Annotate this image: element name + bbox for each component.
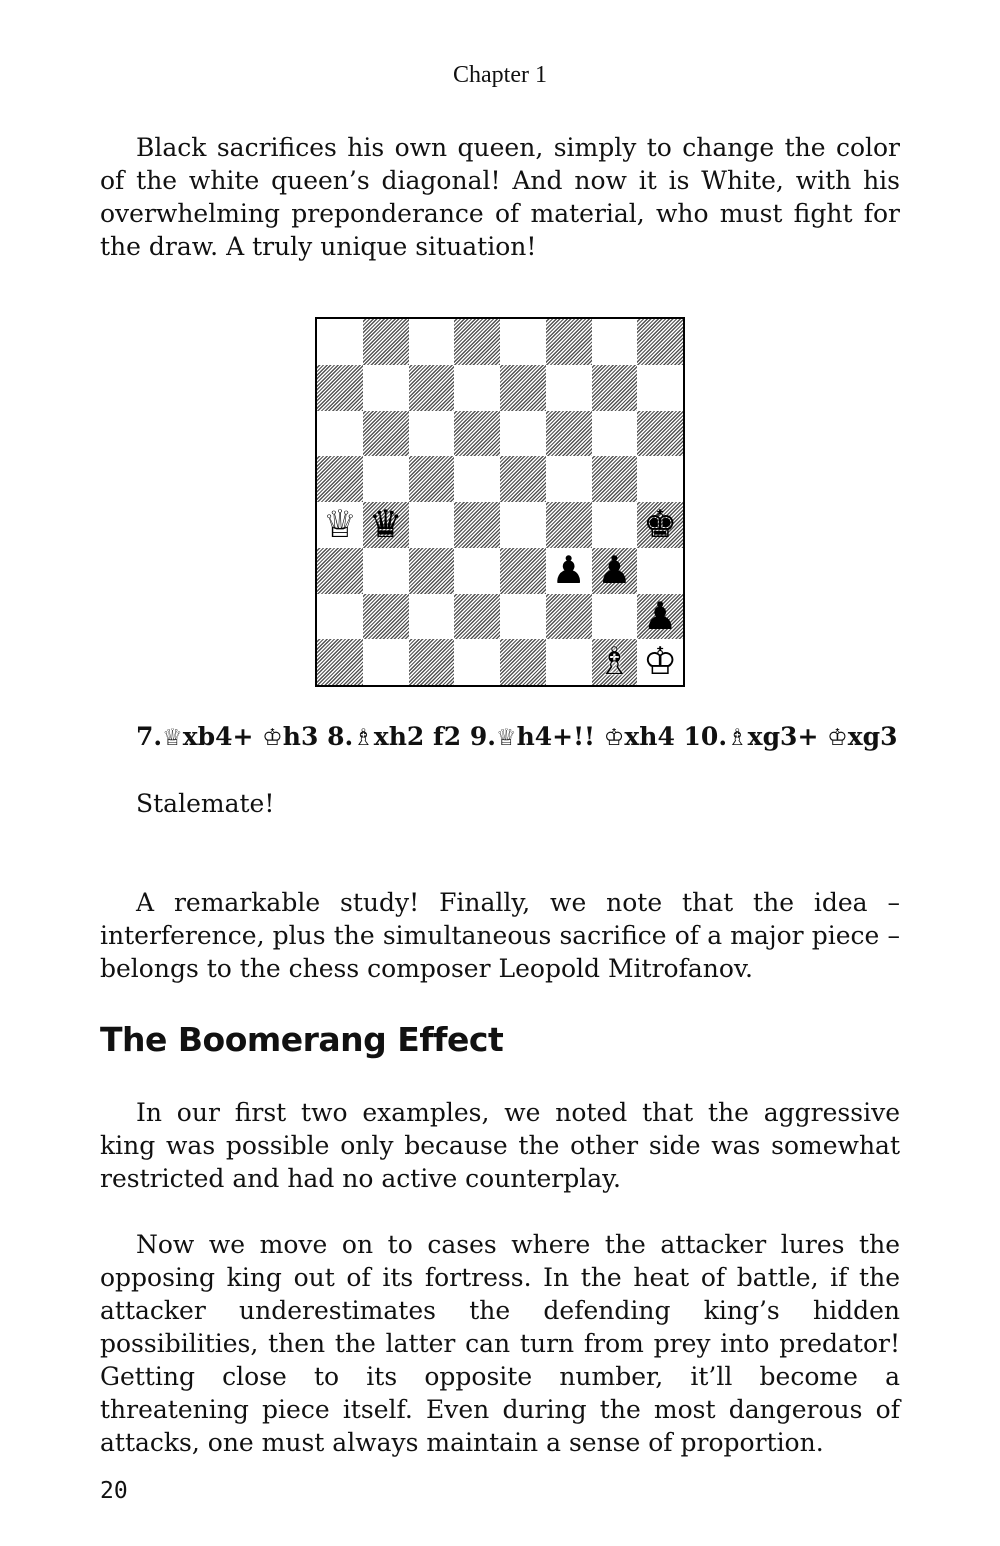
board-square bbox=[546, 365, 592, 411]
boomerang-paragraph-1: In our first two examples, we noted that the aggressive king was possible only because the other side was somewhat restricted and had no active counterplay. bbox=[100, 1098, 900, 1193]
board-square bbox=[592, 319, 638, 365]
chapter-header: Chapter 1 bbox=[453, 62, 547, 88]
board-square bbox=[454, 411, 500, 457]
board-square bbox=[637, 319, 683, 365]
board-square bbox=[592, 456, 638, 502]
board-square bbox=[317, 365, 363, 411]
stalemate-text: Stalemate! bbox=[136, 789, 275, 818]
board-square bbox=[454, 639, 500, 685]
board-square bbox=[546, 319, 592, 365]
section-heading: The Boomerang Effect bbox=[100, 1020, 504, 1059]
board-square bbox=[500, 639, 546, 685]
board-square bbox=[317, 639, 363, 685]
board-square bbox=[500, 456, 546, 502]
boomerang-paragraph-2: Now we move on to cases where the attacker lures the opposing king out of its fortress. In the heat of battle, if the attacker underestimates the defending king’s hidden possibilities, then the latter can turn from prey into predator! Getting close to its opposite number, it’ll become a threatening piece itself. Even during the most dangerous of attacks, one must always maintain a sense of proportion. bbox=[100, 1230, 900, 1457]
board-square bbox=[363, 365, 409, 411]
board-square bbox=[546, 456, 592, 502]
board-square bbox=[454, 594, 500, 640]
piece-figurine-icon: ♔ bbox=[603, 725, 625, 751]
board-square bbox=[317, 594, 363, 640]
board-square bbox=[363, 456, 409, 502]
board-square bbox=[454, 319, 500, 365]
conclusion-paragraph: A remarkable study! Finally, we note that the idea – interference, plus the simultaneous sacrifice of a major piece – belongs to the chess composer Leopold Mitrofanov. bbox=[100, 888, 900, 983]
board-square bbox=[637, 548, 683, 594]
board-square bbox=[409, 456, 455, 502]
board-square bbox=[409, 639, 455, 685]
white-queen-icon: ♕ bbox=[322, 502, 357, 546]
piece-figurine-icon: ♕ bbox=[162, 725, 183, 751]
move-text: xg3+ bbox=[747, 722, 828, 751]
black-pawn-icon: ♟ bbox=[643, 593, 678, 638]
move-text: xg3 bbox=[847, 722, 898, 751]
board-square bbox=[500, 411, 546, 457]
board-square bbox=[454, 502, 500, 548]
intro-paragraph: Black sacrifices his own queen, simply to change the color of the white queen’s diagonal! And now it is White, with his overwhelming preponderance of material, who must fight for the draw. A truly unique situation! bbox=[100, 133, 900, 261]
move-text: xh4 10. bbox=[624, 722, 728, 751]
board-square bbox=[592, 411, 638, 457]
move-text: xh2 f2 9. bbox=[373, 722, 496, 751]
piece-figurine-icon: ♔ bbox=[262, 725, 283, 751]
page-number: 20 bbox=[100, 1478, 128, 1504]
board-square bbox=[409, 594, 455, 640]
board-square bbox=[363, 639, 409, 685]
board-square bbox=[592, 365, 638, 411]
board-square bbox=[546, 411, 592, 457]
black-pawn-icon: ♟ bbox=[551, 547, 586, 592]
board-square bbox=[363, 411, 409, 457]
board-square bbox=[592, 502, 638, 548]
black-queen-icon: ♛ bbox=[368, 502, 403, 546]
board-square bbox=[409, 502, 455, 548]
piece-figurine-icon: ♔ bbox=[827, 725, 848, 751]
board-square bbox=[317, 319, 363, 365]
move-text: h3 8. bbox=[282, 722, 354, 751]
move-text: 7. bbox=[136, 722, 163, 751]
board-square bbox=[317, 456, 363, 502]
white-bishop-icon: ♗ bbox=[597, 639, 632, 684]
board-square bbox=[500, 502, 546, 548]
board-square bbox=[500, 319, 546, 365]
black-pawn-icon: ♟ bbox=[597, 547, 632, 592]
black-king-icon: ♚ bbox=[643, 502, 678, 546]
board-square bbox=[637, 411, 683, 457]
board-square bbox=[409, 365, 455, 411]
piece-figurine-icon: ♗ bbox=[353, 725, 374, 751]
board-square bbox=[363, 548, 409, 594]
board-square bbox=[409, 548, 455, 594]
piece-figurine-icon: ♕ bbox=[495, 725, 517, 751]
board-square bbox=[546, 594, 592, 640]
white-king-icon: ♔ bbox=[643, 639, 678, 684]
board-square bbox=[363, 319, 409, 365]
board-square bbox=[454, 548, 500, 594]
board-square bbox=[546, 502, 592, 548]
board-square bbox=[317, 548, 363, 594]
board-square bbox=[546, 639, 592, 685]
move-text: xb4+ bbox=[182, 722, 263, 751]
board-square bbox=[317, 411, 363, 457]
board-square bbox=[454, 365, 500, 411]
piece-figurine-icon: ♗ bbox=[727, 725, 748, 751]
board-square bbox=[637, 365, 683, 411]
board-square bbox=[454, 456, 500, 502]
board-square bbox=[409, 411, 455, 457]
board-square bbox=[500, 548, 546, 594]
chess-diagram bbox=[315, 317, 685, 687]
board-square bbox=[637, 456, 683, 502]
board-square bbox=[363, 594, 409, 640]
board-square bbox=[592, 594, 638, 640]
move-sequence bbox=[136, 722, 898, 751]
board-square bbox=[409, 319, 455, 365]
board-square bbox=[500, 365, 546, 411]
board-square bbox=[500, 594, 546, 640]
move-text: h4+!! bbox=[516, 722, 604, 751]
